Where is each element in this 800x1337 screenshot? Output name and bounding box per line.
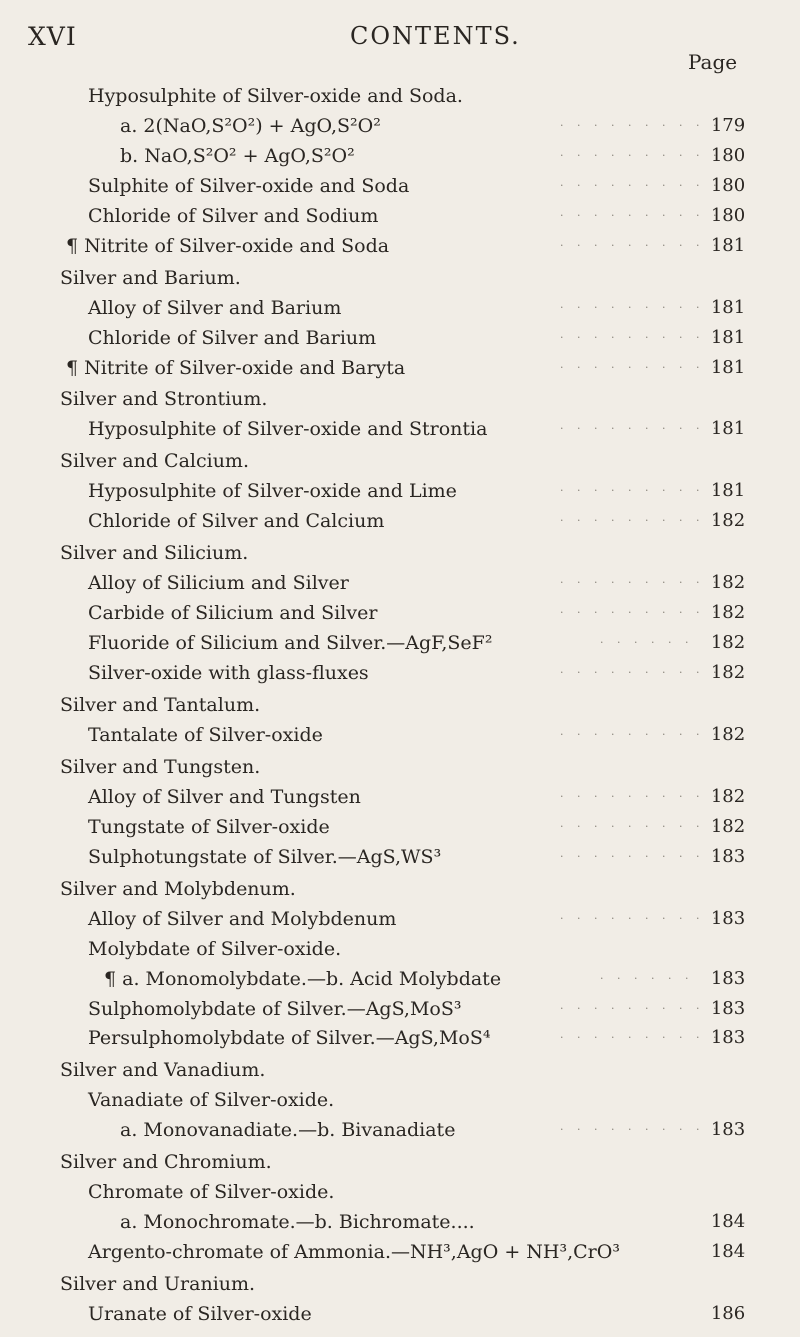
section-heading (0, 1270, 800, 1298)
leader-dots: · · · · · · · · · · (560, 239, 722, 252)
leader-dots: · · · · · · (600, 972, 694, 985)
entry-title: ¶ a. Monomolybdate.—b. Acid Molybdate (104, 968, 502, 990)
toc-entry (0, 905, 800, 933)
leader-dots: · · · · · · · · · · (560, 1123, 722, 1136)
entry-page: 182 (710, 724, 746, 745)
toc-entry (0, 1086, 800, 1114)
section-title: Silver and Vanadium. (60, 1059, 266, 1081)
running-title: CONTENTS. (350, 22, 521, 50)
toc-entry (0, 1208, 800, 1236)
section-title: Silver and Strontium. (60, 388, 268, 410)
entry-title: Chloride of Silver and Sodium (88, 205, 379, 227)
entry-title: Hyposulphite of Silver-oxide and Strontia (88, 418, 488, 440)
toc-entry (0, 232, 800, 260)
leader-dots: · · · · · · · · · · (560, 728, 722, 741)
leader-dots: · · · · · · · · · · (560, 790, 722, 803)
entry-title: Hyposulphite of Silver-oxide and Soda. (88, 85, 463, 107)
section-title: Silver and Molybdenum. (60, 878, 296, 900)
entry-page: 182 (710, 632, 746, 653)
entry-title: Argento-chromate of Ammonia.—NH³,AgO + NH³,CrO³ (88, 1241, 620, 1263)
entry-page: 182 (710, 572, 746, 593)
toc-entry (0, 995, 800, 1023)
entry-title: Carbide of Silicium and Silver (88, 602, 378, 624)
toc-entry (0, 813, 800, 841)
toc-entry (0, 721, 800, 749)
leader-dots: · · · · · · · · · · (560, 179, 722, 192)
leader-dots: · · · · · · · · · · (560, 484, 722, 497)
entry-title: Alloy of Silver and Tungsten (88, 786, 361, 808)
toc-entry (0, 629, 800, 657)
entry-title: Sulphotungstate of Silver.—AgS,WS³ (88, 846, 442, 868)
entry-page: 180 (710, 145, 746, 166)
leader-dots: · · · · · · · · · · (560, 1031, 722, 1044)
entry-page: 179 (710, 115, 746, 136)
entry-title: ¶ Nitrite of Silver-oxide and Baryta (66, 357, 406, 379)
entry-page: 181 (710, 480, 746, 501)
entry-title: ¶ Nitrite of Silver-oxide and Soda (66, 235, 390, 257)
entry-page: 180 (710, 205, 746, 226)
entry-title: a. Monochromate.—b. Bichromate.... (120, 1211, 475, 1233)
leader-dots: · · · · · · · · · · (560, 149, 722, 162)
section-heading (0, 447, 800, 475)
toc-entry (0, 415, 800, 443)
entry-title: Persulphomolybdate of Silver.—AgS,MoS⁴ (88, 1027, 491, 1049)
leader-dots: · · · · · · · · · · (560, 666, 722, 679)
entry-page: 183 (710, 846, 746, 867)
section-heading (0, 539, 800, 567)
leader-dots: · · · · · · · · · · (560, 576, 722, 589)
leader-dots: · · · · · · · · · · (560, 850, 722, 863)
section-heading (0, 264, 800, 292)
entry-page: 182 (710, 816, 746, 837)
entry-title: Alloy of Silver and Barium (88, 297, 342, 319)
toc-entry (0, 477, 800, 505)
entry-title: Vanadiate of Silver-oxide. (88, 1089, 335, 1111)
section-heading (0, 875, 800, 903)
leader-dots: · · · · · · · · · · (560, 119, 722, 132)
entry-page: 181 (710, 297, 746, 318)
toc-entry (0, 659, 800, 687)
toc-entry (0, 569, 800, 597)
entry-title: Chromate of Silver-oxide. (88, 1181, 335, 1203)
entry-title: b. NaO,S²O² + AgO,S²O² (120, 145, 355, 167)
entry-title: Silver-oxide with glass-fluxes (88, 662, 369, 684)
section-title: Silver and Tungsten. (60, 756, 261, 778)
toc-entry (0, 599, 800, 627)
toc-entry (0, 1300, 800, 1328)
entry-page: 183 (710, 908, 746, 929)
entry-title: Hyposulphite of Silver-oxide and Lime (88, 480, 457, 502)
section-title: Silver and Chromium. (60, 1151, 272, 1173)
leader-dots: · · · · · · · · · · (560, 1002, 722, 1015)
toc-entry (0, 172, 800, 200)
leader-dots: · · · · · · · · · · (560, 820, 722, 833)
entry-title: Uranate of Silver-oxide (88, 1303, 312, 1325)
toc-entry (0, 112, 800, 140)
entry-title: Alloy of Silver and Molybdenum (88, 908, 397, 930)
leader-dots: · · · · · · · · · · (560, 331, 722, 344)
entry-title: Sulphite of Silver-oxide and Soda (88, 175, 410, 197)
entry-title: Tantalate of Silver-oxide (88, 724, 323, 746)
entry-page: 182 (710, 510, 746, 531)
leader-dots: · · · · · · · · · · (560, 606, 722, 619)
folio-number: XVI (28, 22, 77, 51)
entry-page: 183 (710, 1119, 746, 1140)
section-heading (0, 1056, 800, 1084)
toc-entry (0, 1116, 800, 1144)
entry-page: 181 (710, 235, 746, 256)
leader-dots: · · · · · · · · · · (560, 301, 722, 314)
entry-title: Sulphomolybdate of Silver.—AgS,MoS³ (88, 998, 462, 1020)
toc-entry (0, 354, 800, 382)
entry-page: 182 (710, 602, 746, 623)
entry-page: 183 (710, 998, 746, 1019)
section-title: Silver and Barium. (60, 267, 241, 289)
section-title: Silver and Calcium. (60, 450, 249, 472)
section-title: Silver and Tantalum. (60, 694, 261, 716)
section-title: Silver and Silicium. (60, 542, 249, 564)
section-heading (0, 385, 800, 413)
entry-page: 183 (710, 968, 746, 989)
leader-dots: · · · · · · · · · · (560, 912, 722, 925)
section-heading (0, 1148, 800, 1176)
section-heading (0, 691, 800, 719)
entry-page: 181 (710, 357, 746, 378)
toc-entry (0, 783, 800, 811)
entry-title: Fluoride of Silicium and Silver.—AgF,SeF² (88, 632, 493, 654)
entry-title: Chloride of Silver and Calcium (88, 510, 385, 532)
toc-entry (0, 507, 800, 535)
page-column-label: Page (688, 50, 738, 74)
leader-dots: · · · · · · (600, 636, 694, 649)
toc-entry (0, 142, 800, 170)
toc-entry (0, 1238, 800, 1266)
page-header (0, 18, 800, 58)
toc-entry (0, 324, 800, 352)
entry-page: 182 (710, 662, 746, 683)
entry-title: Tungstate of Silver-oxide (88, 816, 330, 838)
leader-dots: · · · · · · · · · · (560, 209, 722, 222)
entry-title: a. Monovanadiate.—b. Bivanadiate (120, 1119, 456, 1141)
toc-entry (0, 202, 800, 230)
entry-page: 181 (710, 418, 746, 439)
section-heading (0, 753, 800, 781)
entry-title: Chloride of Silver and Barium (88, 327, 377, 349)
entry-page: 182 (710, 786, 746, 807)
entry-page: 181 (710, 327, 746, 348)
toc-entry (0, 935, 800, 963)
entry-page: 184 (710, 1241, 746, 1262)
toc-entry (0, 1024, 800, 1052)
entry-page: 186 (710, 1303, 746, 1324)
leader-dots: · · · · · · · · · · (560, 422, 722, 435)
entry-title: a. 2(NaO,S²O²) + AgO,S²O² (120, 115, 381, 137)
toc-entry (0, 965, 800, 993)
toc-entry (0, 1178, 800, 1206)
leader-dots: · · · · · · · · · · (560, 514, 722, 527)
entry-title: Alloy of Silicium and Silver (88, 572, 349, 594)
leader-dots: · · · · · · · · · · (560, 361, 722, 374)
entry-page: 183 (710, 1027, 746, 1048)
toc-entry (0, 843, 800, 871)
section-title: Silver and Uranium. (60, 1273, 256, 1295)
entry-page: 180 (710, 175, 746, 196)
entry-page: 184 (710, 1211, 746, 1232)
entry-title: Molybdate of Silver-oxide. (88, 938, 342, 960)
toc-entry (0, 82, 800, 110)
toc-entry (0, 294, 800, 322)
